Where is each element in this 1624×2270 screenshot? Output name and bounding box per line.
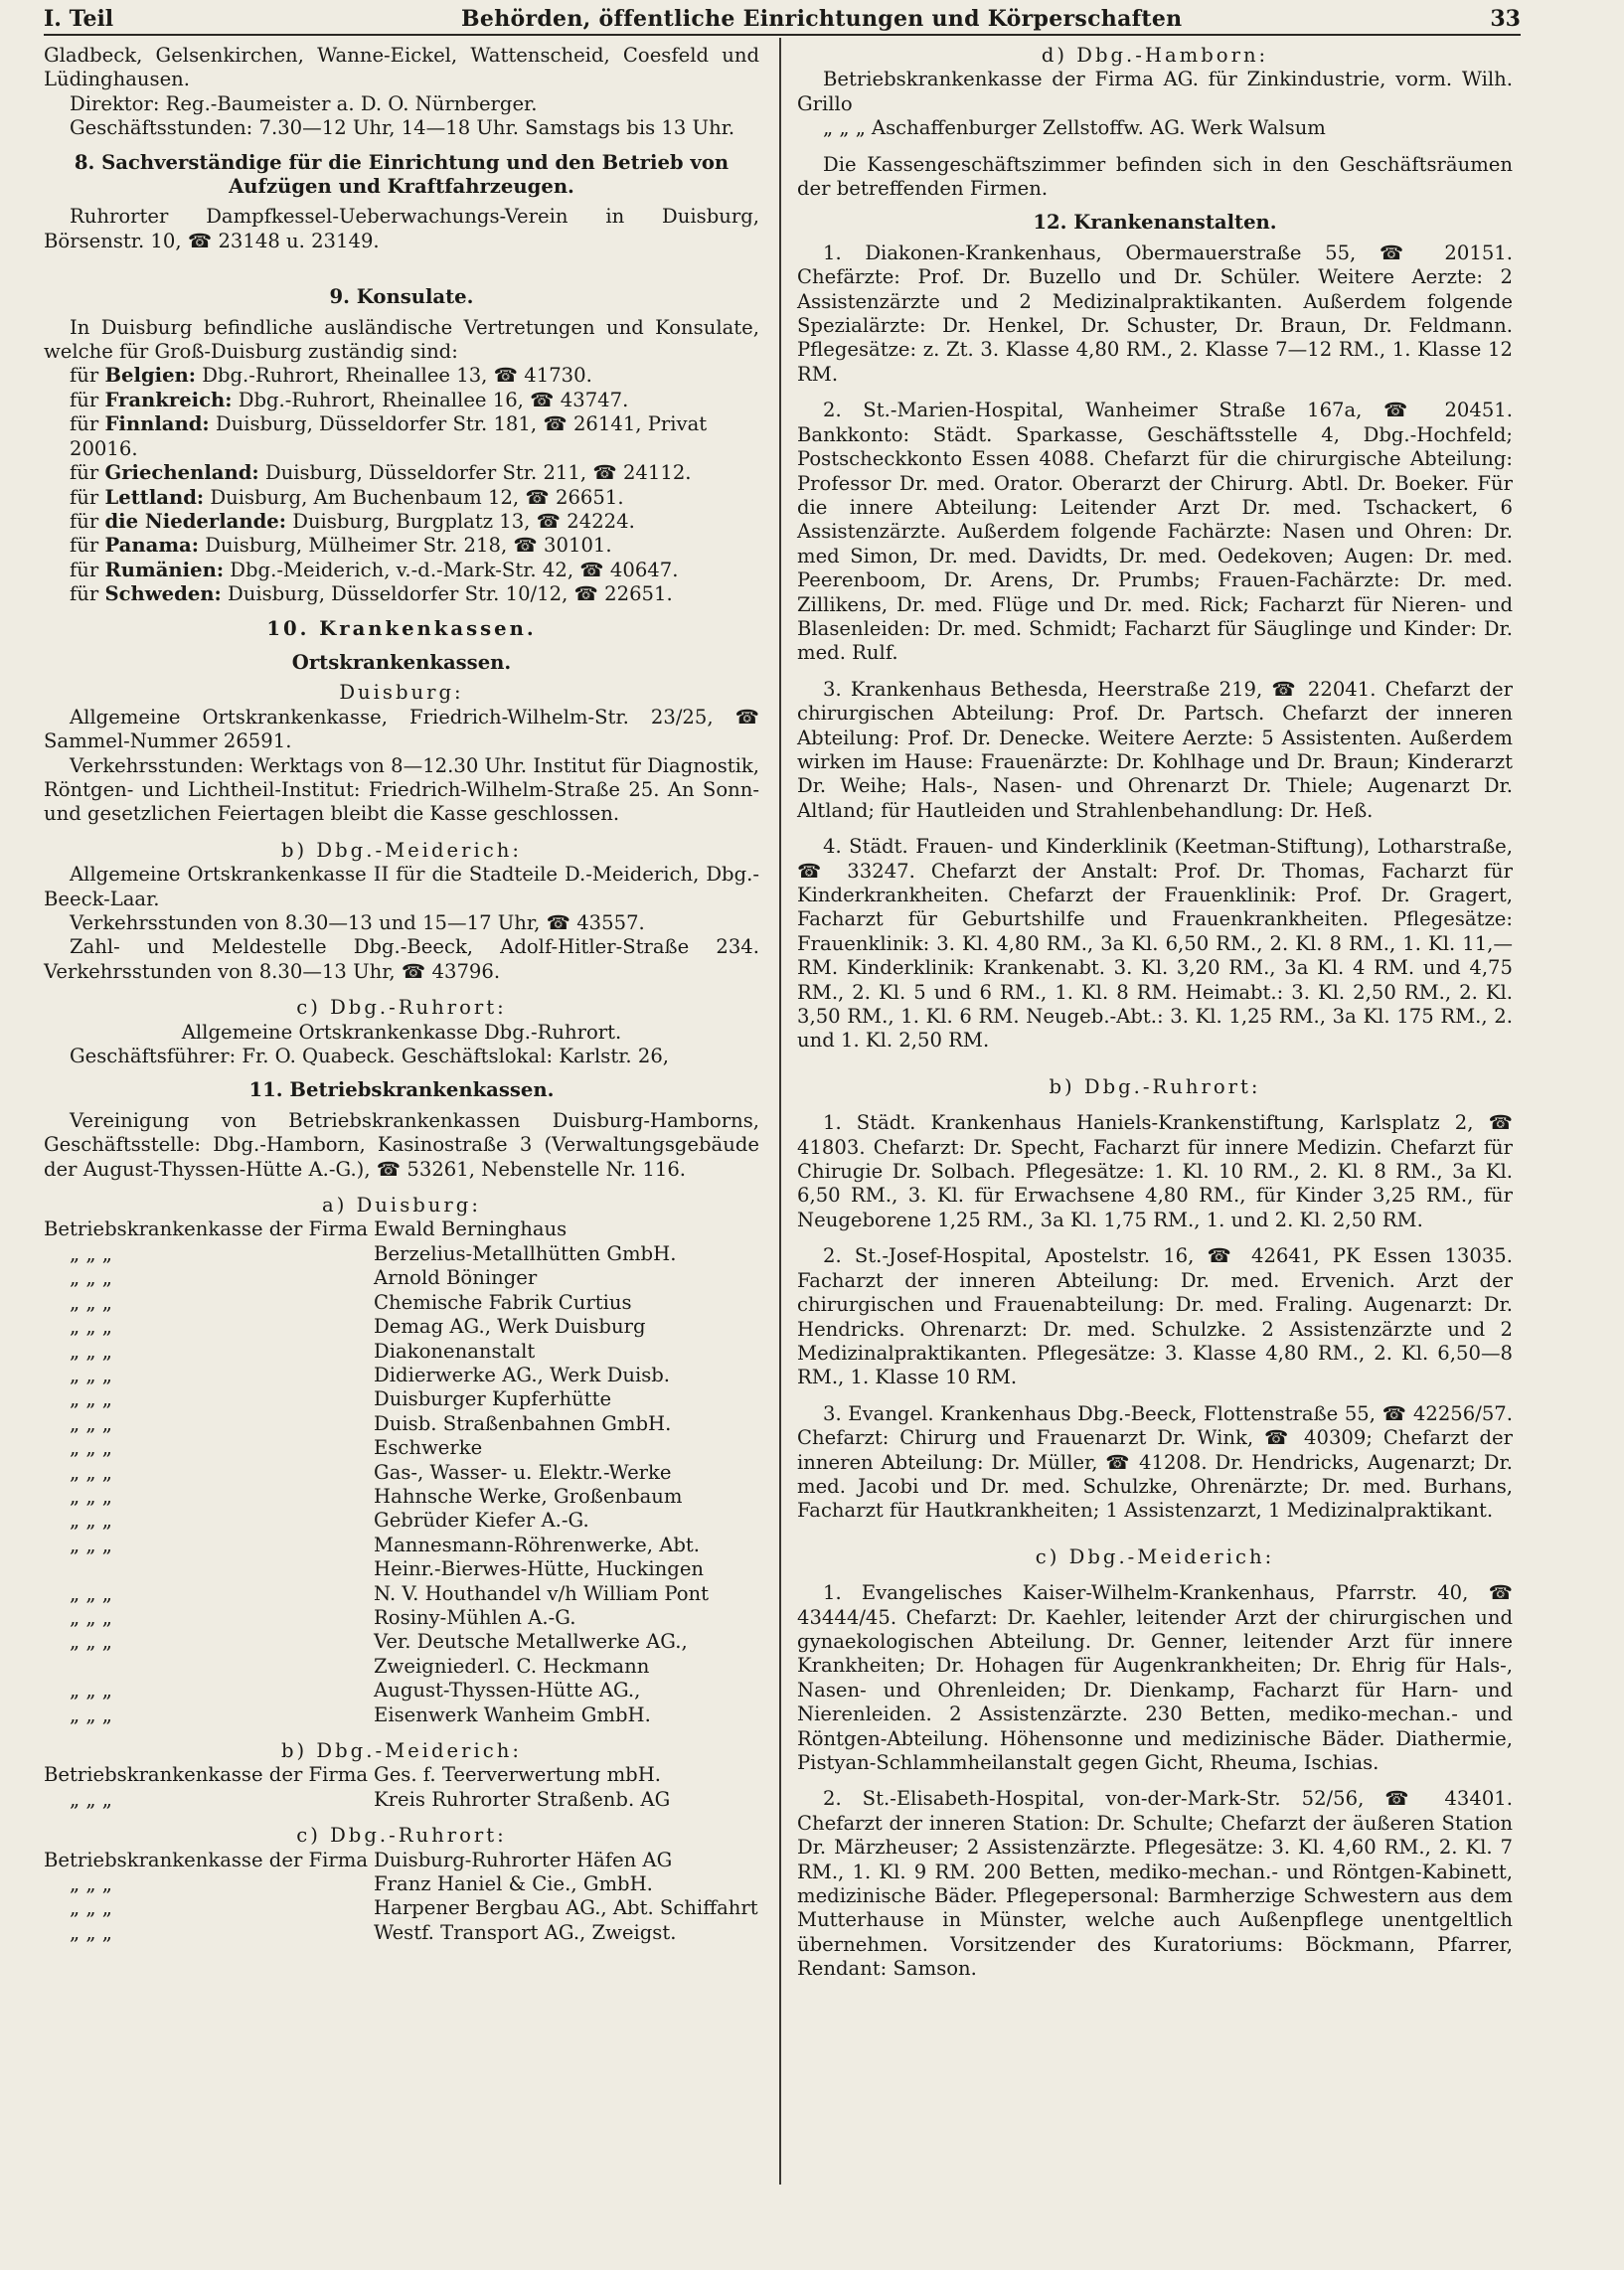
ditto-marks: „ „ „ [70,1484,112,1508]
list-item: Hahnsche Werke, Großenbaum [374,1484,683,1508]
column-divider [779,38,781,2185]
ditto-marks: „ „ „ [70,1266,112,1290]
ditto-marks: „ „ „ [70,1533,112,1556]
paragraph: Ruhrorter Dampfkessel-Ueberwachungs-Verein in Duisburg, Börsenstr. 10, ☎ 23148 u. 23149. [44,205,759,252]
list-item: Aschaffenburger Zellstoffw. AG. Werk Walsum [871,116,1326,140]
list-item: Ges. f. Teerverwertung mbH. [374,1763,662,1787]
list-item: Franz Haniel & Cie., GmbH. [374,1872,653,1896]
paragraph: Allgemeine Ortskrankenkasse, Friedrich-Wilhelm-Str. 23/25, ☎ Sammel-Nummer 26591. [44,705,759,753]
hospital-entry: 3. Krankenhaus Bethesda, Heerstraße 219, ☎ 22041. Chefarzt der chirurgischen Abteilung: Prof. Dr. Partsch. Chefarzt der inneren Abteilung: Prof. Dr. Denecke. Weitere Aerzte: 5 Assistenten. Außerdem wirken im Hause: Frauenärzte: Dr. Kohlhage und Dr. Braun; Kinderarzt Dr. Weihe; Hals-, Nasen- und Ohrenarzt Dr. Thiele; Augenarzt Dr. Altland; für Hautleiden und Strahlenbehandlung: Dr. Heß. [797,677,1513,822]
firm-list-meiderich [44,1763,759,1812]
page-number: 33 [1490,6,1521,32]
list-item: Demag AG., Werk Duisburg [374,1315,646,1339]
ditto-marks: „ „ „ [70,1436,112,1460]
list-item: Gas-, Wasser- u. Elektr.-Werke [374,1460,672,1484]
ditto-marks: „ „ „ [70,1363,112,1386]
paragraph: Allgemeine Ortskrankenkasse Dbg.-Ruhrort. [181,1020,622,1044]
ditto-marks: „ „ „ [70,1605,112,1629]
list-item: Eisenwerk Wanheim GmbH. [374,1702,651,1726]
firm-list-ruhrort [44,1849,759,1946]
right-column [797,44,1513,1982]
paragraph: Zahl- und Meldestelle Dbg.-Beeck, Adolf-Hitler-Straße 234. Verkehrsstunden von 8.30—13 Uhr, ☎ 43796. [44,935,759,983]
place-heading: c) Dbg.-Ruhrort: [296,1824,507,1848]
list-item: Duisb. Straßenbahnen GmbH. [374,1411,672,1435]
list-item: Arnold Böninger [374,1266,538,1290]
list-item: Mannesmann-Röhrenwerke, Abt. Heinr.-Bierwes-Hütte, Huckingen [374,1533,705,1581]
list-item: Ver. Deutsche Metallwerke AG., Zweigniederl. C. Heckmann [374,1630,688,1678]
place-heading: c) Dbg.-Ruhrort: [296,996,507,1020]
firm-list-hamborn [797,116,1513,140]
list-item: August-Thyssen-Hütte AG., [374,1679,641,1702]
ditto-marks: „ „ „ [70,1630,112,1654]
section-heading-10: 10. Krankenkassen. [266,616,537,640]
ditto-marks: „ „ „ [70,1509,112,1533]
paragraph: Direktor: Reg.-Baumeister a. D. O. Nürnberger. [70,91,538,115]
list-item: Diakonenanstalt [374,1339,536,1363]
list-item: für Frankreich: Dbg.-Ruhrort, Rheinallee 16, ☎ 43747. [70,388,629,411]
paragraph: Vereinigung von Betriebskrankenkassen Duisburg-Hamborns, Geschäftsstelle: Dbg.-Hamborn, Kasinostraße 3 (Verwaltungsgebäude der August-Thyssen-Hütte A.-G.), ☎ 53261, Nebenstelle Nr. 116. [44,1108,759,1181]
hospital-entry: 4. Städt. Frauen- und Kinderklinik (Keetman-Stiftung), Lotharstraße, ☎ 33247. Chefarzt der Anstalt: Prof. Dr. Thomas, Facharzt für Kinderkrankheiten. Chefarzt der Frauenklinik: Prof. Dr. Gragert, Facharzt für Geburtshilfe und Frauenkrankheiten. Pflegesätze: Frauenklinik: 3. Kl. 4,80 RM., 3a Kl. 6,50 RM., 2. Kl. 8 RM., 1. Kl. 11,— RM. Kinderklinik: Krankenabt. 3. Kl. 3,20 RM., 3a Kl. 4 RM. und 4,75 RM., 2. Kl. 5 und 6 RM., 1. Kl. 8 RM. Heimabt.: 3. Kl. 2,50 RM., 2. Kl. 3,50 RM., 1. Kl. 6 RM. Neugeb.-Abt.: 3. Kl. 1,25 RM., 3a Kl. 175 RM., 2. und 1. Kl. 2,50 RM. [797,835,1513,1053]
ditto-marks: „ „ „ [70,1411,112,1435]
section-heading-8: 8. Sachverständige für die Einrichtung und den Betrieb von Aufzügen und Kraftfahrzeugen. [74,150,730,199]
section-heading-9: 9. Konsulate. [329,285,474,309]
header-title: Behörden, öffentliche Einrichtungen und Körperschaften [461,6,1183,32]
hospital-entry: 2. St.-Elisabeth-Hospital, von-der-Mark-Str. 52/56, ☎ 43401. Chefarzt der inneren Station: Dr. Schulte; Chefarzt der äußeren Station Dr. Märzheuser; 2 Assistenzärzte. Pflegesätze: 3. Kl. 4,60 RM., 2. Kl. 7 RM., 1. Kl. 9 RM. 200 Betten, mediko-mechan.- und Röntgen-Kabinett, medizinische Bäder. Pflegepersonal: Barmherzige Schwestern aus dem Mutterhause in Münster, welche auch Außenpflege unentgeltlich übernehmen. Vorsitzender des Kuratoriums: Böckmann, Pfarrer, Rendant: Samson. [797,1787,1513,1981]
ditto-marks: „ „ „ [70,1339,112,1363]
paragraph: In Duisburg befindliche ausländische Vertretungen und Konsulate, welche für Groß-Duisburg zuständig sind: [44,315,759,364]
paragraph: Verkehrsstunden: Werktags von 8—12.30 Uhr. Institut für Diagnostik, Röntgen- und Lichtheil-Institut: Friedrich-Wilhelm-Straße 25. An Sonn- und gesetzlichen Feiertagen bleibt die Kasse geschlossen. [44,753,759,826]
ditto-marks: „ „ „ [70,1315,112,1339]
list-item: Ewald Berninghaus [374,1217,568,1241]
paragraph: Allgemeine Ortskrankenkasse II für die Stadteile D.-Meiderich, Dbg.-Beeck-Laar. [44,863,759,910]
place-heading: b) Dbg.-Meiderich: [281,1739,522,1762]
place-heading: b) Dbg.-Meiderich: [281,838,522,862]
ditto-marks: „ „ „ [823,116,866,140]
ditto-marks: „ „ „ [70,1896,112,1920]
paragraph: Verkehrsstunden von 8.30—13 und 15—17 Uhr, ☎ 43557. [70,911,645,934]
section-heading-12: 12. Krankenanstalten. [1033,211,1277,235]
paragraph: Geschäftsstunden: 7.30—12 Uhr, 14—18 Uhr. Samstags bis 13 Uhr. [70,116,735,140]
list-item: für Finnland: Duisburg, Düsseldorfer Str. 181, ☎ 26141, Privat 20016. [70,412,708,460]
list-item: Didierwerke AG., Werk Duisb. [374,1363,671,1386]
ditto-marks: „ „ „ [70,1679,112,1702]
list-item: Chemische Fabrik Curtius [374,1290,632,1314]
ditto-marks: „ „ „ [70,1920,112,1944]
place-heading: c) Dbg.-Meiderich: [1035,1544,1275,1568]
page [44,0,1521,2270]
list-item: für Lettland: Duisburg, Am Buchenbaum 12, ☎ 26651. [70,485,624,509]
subheading: Ortskrankenkassen. [291,650,512,674]
firm-prefix: Betriebskrankenkasse der Firma [44,1763,369,1787]
place-heading: a) Duisburg: [322,1194,481,1217]
list-item: Gebrüder Kiefer A.-G. [374,1509,589,1533]
list-item: für Rumänien: Dbg.-Meiderich, v.-d.-Mark-Str. 42, ☎ 40647. [70,558,679,581]
ditto-marks: „ „ „ [70,1702,112,1726]
list-item: für Belgien: Dbg.-Ruhrort, Rheinallee 13, ☎ 41730. [70,364,592,388]
hospital-entry: 1. Diakonen-Krankenhaus, Obermauerstraße 55, ☎ 20151. Chefärzte: Prof. Dr. Buzello und Dr. Schüler. Weitere Aerzte: 2 Assistenzärzte und 2 Medizinalpraktikanten. Außerdem folgende Spezialärzte: Dr. Henkel, Dr. Schuster, Dr. Braun, Dr. Feldmann. Pflegesätze: z. Zt. 3. Klasse 4,80 RM., 2. Klasse 7—12 RM., 1. Klasse 12 RM. [797,241,1513,386]
list-item: N. V. Houthandel v/h William Pont [374,1581,710,1605]
paragraph: Gladbeck, Gelsenkirchen, Wanne-Eickel, Wattenscheid, Coesfeld und Lüdinghausen. [44,44,759,91]
place-heading: b) Dbg.-Ruhrort: [1049,1074,1261,1098]
ditto-marks: „ „ „ [70,1290,112,1314]
hospital-entry: 3. Evangel. Krankenhaus Dbg.-Beeck, Flottenstraße 55, ☎ 42256/57. Chefarzt: Chirurg und Frauenarzt Dr. Wink, ☎ 40309; Chefarzt der inneren Abteilung: Dr. Müller, ☎ 41208. Dr. Hendricks, Augenarzt; Dr. med. Jacobi und Dr. med. Schulzke, Ohrenärzte; Dr. med. Burhans, Facharzt für Hautkrankheiten; 1 Assistenzarzt, 1 Medizinalpraktikant. [797,1401,1513,1523]
list-item: Westf. Transport AG., Zweigst. [374,1920,677,1944]
list-item: Kreis Ruhrorter Straßenb. AG [374,1787,671,1811]
ditto-marks: „ „ „ [70,1872,112,1896]
place-heading: d) Dbg.-Hamborn: [1041,44,1269,67]
consulate-list [44,364,759,606]
firm-prefix: Betriebskrankenkasse der Firma [44,1848,369,1871]
list-item: Berzelius-Metallhütten GmbH. [374,1241,677,1265]
header-rule [44,34,1521,36]
list-item: Eschwerke [374,1436,483,1460]
firm-prefix: Betriebskrankenkasse der Firma [44,1217,369,1241]
ditto-marks: „ „ „ [70,1460,112,1484]
place-heading: Duisburg: [339,681,464,705]
ditto-marks: „ „ „ [70,1581,112,1605]
paragraph: Geschäftsführer: Fr. O. Quabeck. Geschäftslokal: Karlstr. 26, [70,1045,670,1068]
hospital-entry: 2. St.-Josef-Hospital, Apostelstr. 16, ☎ 42641, PK Essen 13035. Facharzt der inneren Abteilung: Dr. med. Ervenich. Arzt der chirurgischen und Frauenabteilung: Dr. med. Fraling. Augenarzt: Dr. Hendricks. Ohrenarzt: Dr. med. Schulzke. 2 Assistenzärzte und 2 Medizinalpraktikanten. Pflegesätze: 3. Klasse 4,80 RM., 2. Kl. 6,50—8 RM., 1. Klasse 10 RM. [797,1244,1513,1389]
paragraph: Betriebskrankenkasse der Firma AG. für Zinkindustrie, vorm. Wilh. Grillo [797,68,1513,115]
list-item: Harpener Bergbau AG., Abt. Schiffahrt [374,1896,758,1920]
hospital-entry: 2. St.-Marien-Hospital, Wanheimer Straße 167a, ☎ 20451. Bankkonto: Städt. Sparkasse, Geschäftsstelle 4, Dbg.-Hochfeld; Postscheckkonto Essen 4088. Chefarzt für die chirurgische Abteilung: Professor Dr. med. Orator. Oberarzt der Chirurg. Abtl. Dr. Boeker. Für die innere Abteilung: Leitender Arzt Dr. med. Tschackert, 6 Assistenzärzte. Außerdem folgende Fachärzte: Nasen und Ohren: Dr. med Simon, Dr. med. Davidts, Dr. med. Oedekoven; Augen: Dr. med. Peerenboom, Dr. Arens, Dr. Prumbs; Frauen-Fachärzte: Dr. med. Zillikens, Dr. med. Flüge und Dr. med. Rick; Facharzt für Nieren- und Blasenleiden: Dr. med. Schmidt; Facharzt für Säuglinge und Kinder: Dr. med. Rulf. [797,399,1513,665]
list-item: Rosiny-Mühlen A.-G. [374,1605,576,1629]
list-item: für Panama: Duisburg, Mülheimer Str. 218, ☎ 30101. [70,534,612,558]
ditto-marks: „ „ „ [70,1787,112,1811]
left-column [44,44,759,1945]
list-item: für Griechenland: Duisburg, Düsseldorfer Str. 211, ☎ 24112. [70,461,692,485]
part-label: I. Teil [44,6,114,32]
list-item: für Schweden: Duisburg, Düsseldorfer Str. 10/12, ☎ 22651. [70,582,673,606]
ditto-marks: „ „ „ [70,1241,112,1265]
firm-list-duisburg [44,1217,759,1727]
hospital-entry: 1. Evangelisches Kaiser-Wilhelm-Krankenhaus, Pfarrstr. 40, ☎ 43444/45. Chefarzt: Dr. Kaehler, leitender Arzt der chirurgischen und gynaekologischen Abteilung. Dr. Genner, leitender Arzt für innere Krankheiten; Dr. Hohagen für Augenkrankheiten; Dr. Ehrig für Hals-, Nasen- und Ohrenleiden; Dr. Dienkamp, Facharzt für Harn- und Nierenleiden. 2 Assistenzärzte. 230 Betten, mediko-mechan.- und Röntgen-Abteilung. Höhensonne und medizinische Bäder. Diathermie, Pistyan-Schlammheilanstalt gegen Gicht, Rheuma, Ischias. [797,1581,1513,1774]
paragraph: Die Kassengeschäftszimmer befinden sich in den Geschäftsräumen der betreffenden Firmen. [797,152,1513,201]
hospital-entry: 1. Städt. Krankenhaus Haniels-Krankenstiftung, Karlsplatz 2, ☎ 41803. Chefarzt: Dr. Specht, Facharzt für innere Medizin. Chefarzt für Chirugie Dr. Solbach. Pflegesätze: 1. Kl. 10 RM., 2. Kl. 8 RM., 3a Kl. 6,50 RM., 3. Kl. für Erwachsene 4,80 RM., für Kinder 3,25 RM., für Neugeborene 1,25 RM., 3a Kl. 1,75 RM., 1. und 2. Kl. 2,50 RM. [797,1111,1513,1231]
list-item: Duisburger Kupferhütte [374,1387,612,1411]
list-item: für die Niederlande: Duisburg, Burgplatz 13, ☎ 24224. [70,509,635,533]
section-heading-11: 11. Betriebskrankenkassen. [248,1078,555,1102]
list-item: Duisburg-Ruhrorter Häfen AG [374,1848,673,1871]
ditto-marks: „ „ „ [70,1387,112,1411]
running-header [44,6,1521,34]
